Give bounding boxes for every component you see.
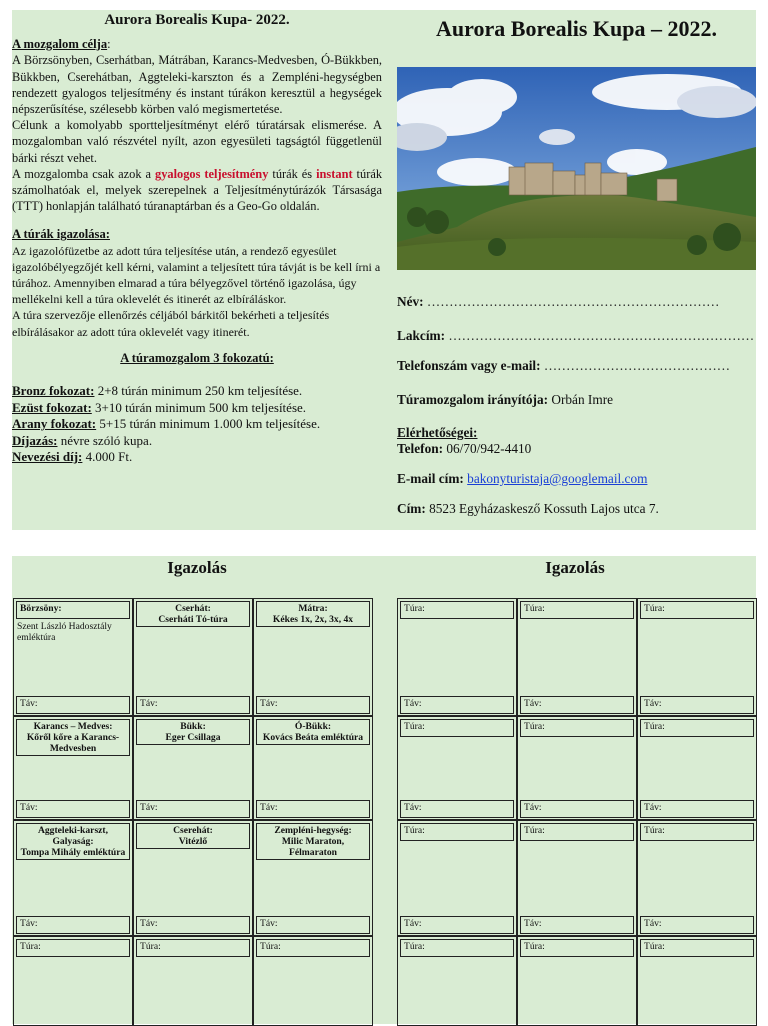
stamp-cell[interactable] <box>517 936 637 1026</box>
distance-box[interactable]: Táv: <box>136 696 250 714</box>
tour-name: Vitézlő <box>178 836 208 847</box>
stamp-cell[interactable] <box>13 936 133 1026</box>
castle-landscape-image <box>397 67 756 270</box>
stamp-cell[interactable] <box>397 716 517 820</box>
tour-input-box[interactable]: Túra: <box>640 719 754 737</box>
stamp-cell[interactable] <box>13 820 133 936</box>
distance-box[interactable]: Táv: <box>16 916 130 934</box>
director: Túramozgalom irányítója: Orbán Imre <box>397 392 614 407</box>
goal-paragraph-3: A mozgalomba csak azok a gyalogos teljesítmény túrák és instant túrák számolhatóak el, melyek szerepelnek a Teljesítménytúrázók Társasága (TTT) honlapján található túranaptárban és a Geo-Go oldalán. <box>12 166 383 214</box>
levels-list <box>12 383 382 466</box>
tour-input-box[interactable]: Túra: <box>400 601 514 619</box>
stamp-cell[interactable] <box>397 598 517 716</box>
rules-column: Aurora Borealis Kupa- 2022. A mozgalom célja: A Börzsönyben, Cserhátban, Mátrában, Karancs-Medvesben, Ó-Bükkben, Bükkben, Cserehátban, Aggteleki-karszton és a Zempléni-hegységben rendezett gyalogos teljesítmény és instant túrákon keresztül a hegységek népszerűsítése, szélesebb körben való megismertetése. Célunk a komolyabb sportteljesítményt elérő túratársak elismerése. A mozgalomban való részvétel nyílt, azon egyesületi tagságtól függetlenül bárki részt vehet. A mozgalomba csak azok a gyalogos teljesítmény túrák és instant túrák számolhatóak el, melyek szerepelnek a Teljesítménytúrázók Társasága (TTT) honlapján található túranaptárban és a Geo-Go oldalán. A túrák igazolása: Az igazolófüzetbe az adott túra teljesítése után, a rendező egyesület igazolóbélyegzőjét kell kérni, valamint a teljesített túra távját is be kell írni a túrához. Amennyiben elmarad a túra bélyegzővel történő igazolása, úgy mellékelni kell a túra oklevelét és itinerét az elbíráláskor. A túra szervezője ellenőrzés céljából bárkitől bekérheti a teljesítés elbírálásakor az adott túra oklevelét vagy itinerét. A túramozgalom 3 fokozatú: Bronz fokozat: 2+8 túrán minimum 250 km teljesítése. Ezüst fokozat: 3+10 túrán minimum 500 km teljesítése. Arany fokozat: 5+15 túrán minimum 1.000 km teljesítése. Díjazás: névre szóló kupa. Nevezési díj: 4.000 Ft. <box>12 12 383 465</box>
stamp-cell[interactable] <box>253 716 373 820</box>
stamp-cell[interactable] <box>13 598 133 716</box>
tour-name: Kőről kőre a Karancs-Medvesben <box>26 732 120 754</box>
stamp-cell[interactable] <box>253 820 373 936</box>
registration-column <box>397 10 756 516</box>
left-title: Aurora Borealis Kupa- 2022. <box>104 12 290 28</box>
stamp-cell[interactable] <box>133 936 253 1026</box>
tour-label-box <box>256 823 370 860</box>
tour-region-title: Karancs – Medves: <box>33 721 113 732</box>
distance-box[interactable]: Táv: <box>256 916 370 934</box>
stamp-cell[interactable] <box>637 936 757 1026</box>
tour-label-box <box>136 823 250 849</box>
tour-region-title: Börzsöny: <box>20 603 62 614</box>
levels-heading: A túramozgalom 3 fokozatú: <box>120 350 274 365</box>
postal-address: Cím: 8523 Egyházaskesző Kossuth Lajos utca 7. <box>397 501 659 516</box>
tour-region-title: Zempléni-hegység: <box>274 825 352 836</box>
stamp-title-left: Igazolás <box>167 558 227 577</box>
stamp-cell[interactable] <box>637 598 757 716</box>
tour-region-title: Mátra: <box>298 603 328 614</box>
distance-box[interactable]: Táv: <box>640 696 754 714</box>
tour-region-title: Bükk: <box>180 721 206 732</box>
verify-paragraph-2: A túra szervezője ellenőrzés céljából bárkitől bekérheti a teljesítés elbírálásakor az adott túra oklevelét vagy itinerét. <box>12 308 330 339</box>
tour-input-box[interactable]: Túra: <box>136 939 250 957</box>
distance-box[interactable]: Táv: <box>400 696 514 714</box>
tour-input-box[interactable]: Túra: <box>400 719 514 737</box>
level-gold: Arany fokozat: 5+15 túrán minimum 1.000 km teljesítése. <box>12 416 321 432</box>
distance-box[interactable]: Táv: <box>640 916 754 934</box>
stamp-cell[interactable] <box>517 716 637 820</box>
contact-heading: Elérhetőségei: <box>397 425 478 440</box>
email: E-mail cím: bakonyturistaja@googlemail.com <box>397 471 648 486</box>
cover-title: Aurora Borealis Kupa – 2022. <box>436 16 717 41</box>
stamp-cell[interactable] <box>253 598 373 716</box>
stamp-cell[interactable] <box>397 936 517 1026</box>
stamp-cell[interactable] <box>637 820 757 936</box>
tour-label-box <box>16 601 130 619</box>
telephone: Telefon: 06/70/942-4410 <box>397 441 532 456</box>
info-panel <box>12 10 756 530</box>
tour-input-box[interactable]: Túra: <box>520 939 634 957</box>
prize: Díjazás: névre szóló kupa. <box>12 432 153 448</box>
tour-name: Milic Maraton, Félmaraton <box>281 836 345 858</box>
tour-label-box <box>256 719 370 745</box>
distance-box[interactable]: Táv: <box>640 800 754 818</box>
entry-fee: Nevezési díj: 4.000 Ft. <box>12 449 133 465</box>
tour-input-box[interactable]: Túra: <box>640 601 754 619</box>
distance-box[interactable]: Táv: <box>256 696 370 714</box>
distance-box[interactable]: Táv: <box>136 800 250 818</box>
tour-input-box[interactable]: Túra: <box>520 823 634 841</box>
tour-region-title: Aggteleki-karszt, Galyaság: <box>37 825 109 847</box>
tour-region-title: Cserhát: <box>175 603 211 614</box>
distance-box[interactable]: Táv: <box>16 800 130 818</box>
tour-input-box[interactable]: Túra: <box>400 823 514 841</box>
tour-name: Tompa Mihály emléktúra <box>20 847 126 858</box>
stamp-title-right: Igazolás <box>545 558 605 577</box>
distance-box[interactable]: Táv: <box>16 696 130 714</box>
tour-label-box <box>16 823 130 860</box>
distance-box[interactable]: Táv: <box>520 916 634 934</box>
tour-region-title: Ó-Bükk: <box>294 721 332 732</box>
castle-photo <box>397 67 756 270</box>
tour-label-box <box>256 601 370 627</box>
level-bronze: Bronz fokozat: 2+8 túrán minimum 250 km teljesítése. <box>12 383 303 399</box>
tour-label-box <box>136 601 250 627</box>
stamp-cell[interactable] <box>133 820 253 936</box>
tour-input-box[interactable]: Túra: <box>400 939 514 957</box>
tour-name: Cserháti Tó-túra <box>158 614 228 625</box>
phone-field[interactable]: Telefonszám vagy e-mail: …………………………………… <box>397 358 731 373</box>
goal-paragraph-1: A Börzsönyben, Cserhátban, Mátrában, Karancs-Medvesben, Ó-Bükkben, Bükkben, Cserehátban, Aggteleki-karszton és a Zempléni-hegységben rendezett gyalogos teljesítmény és instant túrákon keresztül a hegységek népszerűsítése, szélesebb körben való megismertetése. <box>12 53 382 117</box>
distance-box[interactable]: Táv: <box>520 800 634 818</box>
stamp-cell[interactable] <box>13 716 133 820</box>
verify-heading: A túrák igazolása: <box>12 227 110 242</box>
email-link[interactable]: bakonyturistaja@googlemail.com <box>467 471 648 486</box>
tour-input-box[interactable]: Túra: <box>256 939 370 957</box>
distance-box[interactable]: Táv: <box>400 916 514 934</box>
tour-label-box <box>136 719 250 745</box>
name-field[interactable]: Név: ………………………………………………………… <box>397 294 720 309</box>
tour-input-box[interactable]: Túra: <box>520 719 634 737</box>
tour-label-box <box>16 719 130 756</box>
tour-input-box[interactable]: Túra: <box>16 939 130 957</box>
stamp-cell[interactable] <box>517 598 637 716</box>
tour-input-box[interactable]: Túra: <box>520 601 634 619</box>
stamp-cell[interactable] <box>397 820 517 936</box>
distance-box[interactable]: Táv: <box>256 800 370 818</box>
tour-name: Kovács Beáta emléktúra <box>262 732 364 743</box>
tour-name: Kékes 1x, 2x, 3x, 4x <box>272 614 354 625</box>
stamp-cell[interactable] <box>517 820 637 936</box>
tour-name: Eger Csillaga <box>165 732 221 743</box>
goal-heading: A mozgalom célja <box>12 37 108 52</box>
tour-region-title: Cserehát: <box>173 825 213 836</box>
tour-name: Szent László Hadosztály emléktúra <box>17 621 112 643</box>
stamp-panel <box>12 556 756 1024</box>
verify-paragraph-1: Az igazolófüzetbe az adott túra teljesítése után, a rendező egyesület igazolóbélyegzőjét kell kérni, valamint a teljesített túra távját is be kell írni a túrához. Amennyiben elmarad a túra bélyegzővel történő igazolása, úgy mellékelni kell a túra oklevelét és itinerét az elbíráláskor. <box>12 243 381 307</box>
goal-paragraph-2: Célunk a komolyabb sportteljesítményt elérő túratársak elismerése. A mozgalomban való részvétel nyílt, azon egyesületi tagságtól függetlenül bárki részt vehet. <box>12 118 382 165</box>
tour-input-box[interactable]: Túra: <box>640 939 754 957</box>
distance-box[interactable]: Táv: <box>520 696 634 714</box>
distance-box[interactable]: Táv: <box>136 916 250 934</box>
stamp-cell[interactable] <box>133 716 253 820</box>
distance-box[interactable]: Táv: <box>400 800 514 818</box>
address-field[interactable]: Lakcím: …………………………………………………………… <box>397 328 755 343</box>
stamp-cell[interactable] <box>133 598 253 716</box>
stamp-cell[interactable] <box>253 936 373 1026</box>
stamp-cell[interactable] <box>637 716 757 820</box>
level-silver: Ezüst fokozat: 3+10 túrán minimum 500 km teljesítése. <box>12 399 307 415</box>
tour-input-box[interactable]: Túra: <box>640 823 754 841</box>
